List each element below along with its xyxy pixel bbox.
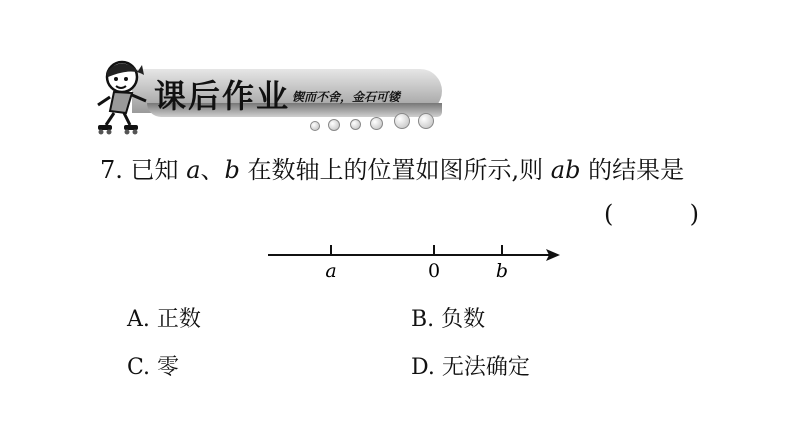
option-d[interactable] <box>411 350 530 381</box>
variable-b: b <box>224 156 240 184</box>
number-line <box>266 240 566 290</box>
option-b[interactable] <box>411 302 485 333</box>
question-suffix: 的结果是 <box>588 156 685 184</box>
question-number: 7. <box>100 156 123 184</box>
option-d-letter: D. <box>411 355 435 380</box>
separator: 、 <box>200 156 225 184</box>
option-a[interactable] <box>127 302 201 333</box>
roller-skater-mascot-icon <box>92 55 162 135</box>
question-middle: 在数轴上的位置如图所示,则 <box>247 156 544 184</box>
option-b-text: 负数 <box>441 307 486 332</box>
question-prefix: 已知 <box>130 156 179 184</box>
product-ab: ab <box>550 156 581 184</box>
question-text <box>100 150 684 185</box>
option-b-letter: B. <box>411 307 435 332</box>
homework-banner <box>92 55 442 135</box>
label-a: a <box>325 260 337 282</box>
variable-a: a <box>186 156 201 184</box>
label-b: b <box>495 260 509 282</box>
banner-motto: 锲而不舍，金石可镂 <box>292 90 401 104</box>
option-d-text: 无法确定 <box>441 355 530 380</box>
option-c-text: 零 <box>157 355 180 380</box>
option-a-letter: A. <box>127 307 150 332</box>
answer-blank: ( ) <box>604 200 700 228</box>
label-zero: 0 <box>427 260 441 282</box>
banner-title: 课后作业 <box>154 77 291 115</box>
option-c[interactable] <box>127 350 179 381</box>
option-a-text: 正数 <box>156 307 201 332</box>
option-c-letter: C. <box>127 355 151 380</box>
